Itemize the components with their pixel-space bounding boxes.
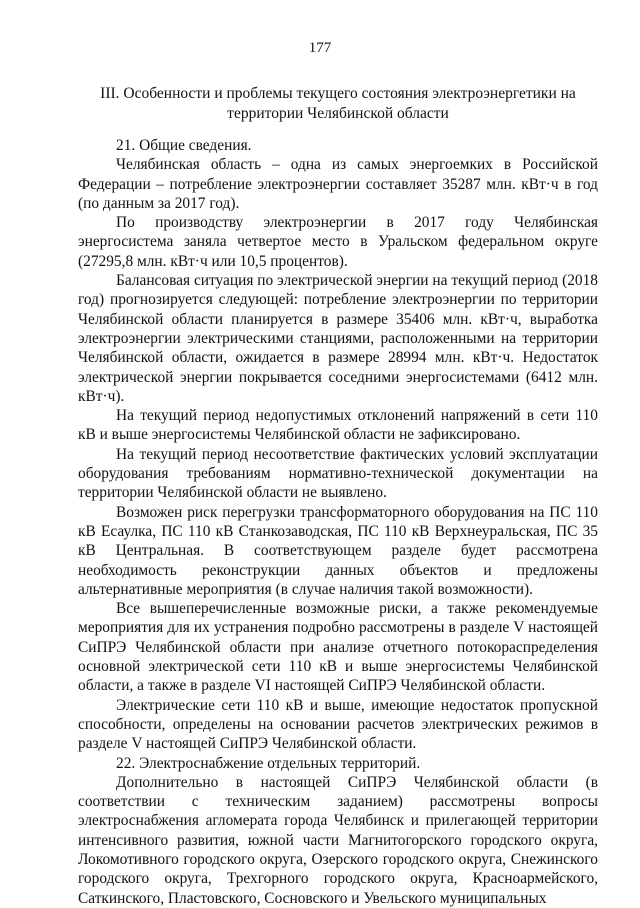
paragraph-energy-intensity: Челябинская область – одна из самых энергоемких в Российской Федерации – потребление электроэнергии составляет 35287 млн. кВт·ч в год (по данным за 2017 год). — [78, 156, 598, 212]
section-heading-line-2: территории Челябинской области — [227, 105, 449, 122]
paragraph-overload-risk: Возможен риск перегрузки трансформаторного оборудования на ПС 110 кВ Есаулка, ПС 110 кВ Станкозаводская, ПС 110 кВ Верхнеуральская, ПС 35 кВ Центральная. В соответствующем разделе будет рассмотрена необходимость реконструкции данных объектов и предложены альтернативные мероприятия (в случае наличия такой возможности). — [78, 503, 598, 598]
subsection-title-21: 21. Общие сведения. — [116, 137, 252, 154]
paragraph-voltage-deviations: На текущий период недопустимых отклонений напряжений в сети 110 кВ и выше энергосистемы Челябинской области не зафиксировано. — [78, 407, 598, 444]
paragraph-balance-situation: Балансовая ситуация по электрической энергии на текущий период (2018 год) прогнозируется следующей: потребление электроэнергии по территории Челябинской области планируется в размере 35406 млн. кВт·ч, выработка электроэнергии электрическими станциями, расположенными на территории Челябинской области, ожидается в размере 28994 млн. кВт·ч. Недостаток электрической энергии покрывается соседними энергосистемами (6412 млн. кВт·ч). — [78, 272, 598, 405]
paragraph-risks-measures: Все вышеперечисленные возможные риски, а также рекомендуемые мероприятия для их устранения подробно рассмотрены в разделе V настоящей СиПРЭ Челябинской области при анализе отчетного потокораспределения основной электрической сети 110 кВ и выше энергосистемы Челябинской области, а также в разделе VI настоящей СиПРЭ Челябинской области. — [78, 600, 598, 695]
section-heading-line-1: III. Особенности и проблемы текущего состояния электроэнергетики на — [100, 85, 576, 102]
paragraph-operating-conditions: На текущий период несоответствие фактических условий эксплуатации оборудования требованиям нормативно-технической документации на территории Челябинской области не выявлено. — [78, 445, 598, 502]
paragraph-network-capacity: Электрические сети 110 кВ и выше, имеющие недостаток пропускной способности, определены на основании расчетов электрических режимов в разделе V настоящей СиПРЭ Челябинской области. — [78, 696, 598, 753]
section-heading — [78, 84, 598, 124]
paragraph-production-rank: По производству электроэнергии в 2017 году Челябинская энергосистема заняла четвертое место в Уральском федеральном округе (27295,8 млн. кВт·ч или 10,5 процентов). — [78, 214, 598, 270]
body-text — [78, 128, 598, 908]
page-number: 177 — [308, 40, 332, 56]
subsection-title-22: 22. Электроснабжение отдельных территорий. — [116, 754, 421, 772]
paragraph-additional-territories: Дополнительно в настоящей СиПРЭ Челябинской области (в соответствии с техническим заданием) рассмотрены вопросы электроснабжения агломерата города Челябинск и прилегающей территории интенсивного развития, южной части Магнитогорского городского округа, Локомотивного городского округа, Озерского городского округа, Снежинского городского округа, Трехгорного городского округа, Красноармейского, Саткинского, Пластовского, Сосновского и Увельского муниципальных — [78, 773, 598, 907]
